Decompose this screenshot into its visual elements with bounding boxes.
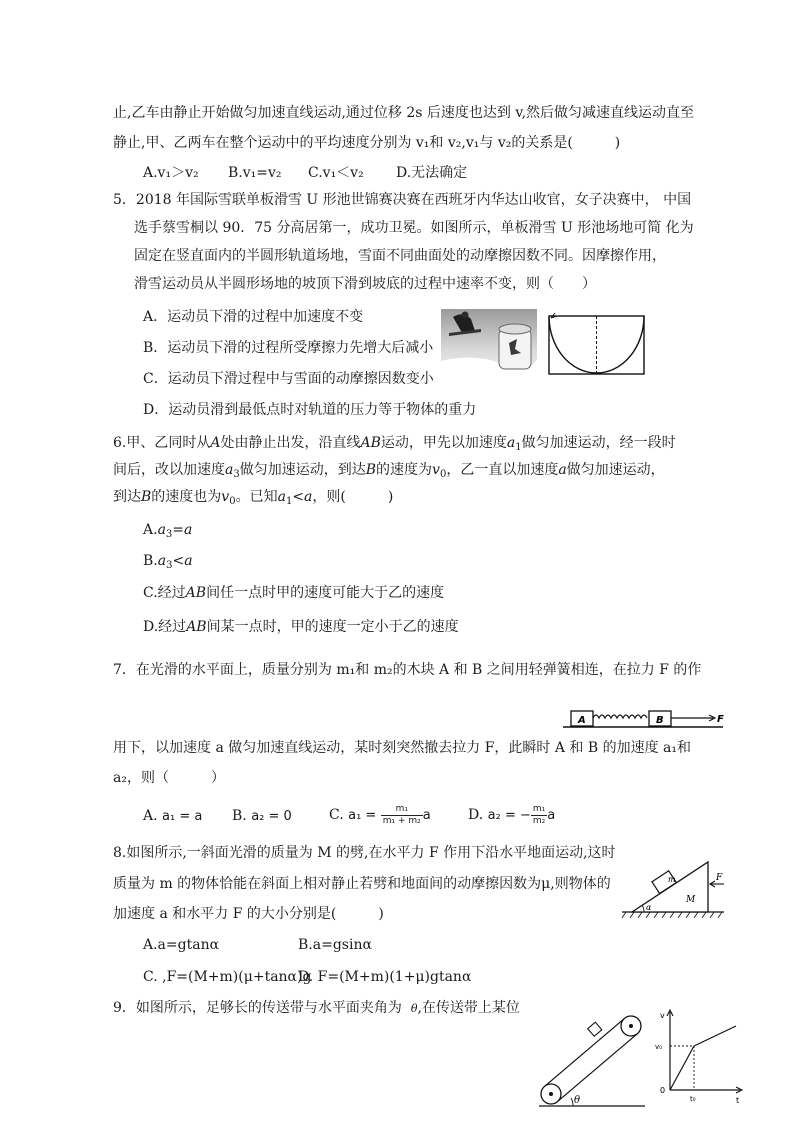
force-f-label: F [716,873,723,883]
q8-line2: 质量为 m 的物体恰能在斜面上相对静止若劈和地面间的动摩擦因数为μ,则物体的 [113,876,611,892]
q4-option-a: A.v₁＞v₂ [143,165,199,181]
q6-option-b: $B.a_3<a$ [143,553,193,571]
q5-option-b: B．运动员下滑的过程所受摩擦力先增大后减小 [143,340,434,356]
q4-option-c: C.v₁＜v₂ [308,165,364,181]
wedge-diagram [620,852,726,920]
block-b-label: B [656,715,664,726]
q6-option-d: D.经过AB间某一点时，甲的速度一定小于乙的速度 [143,619,459,635]
q7-line3: a₂，则（ ） [113,770,225,786]
q5-line4: 滑雪运动员从半圆形场地的坡顶下滑到坡底的过程中速率不变，则（ ） [134,276,596,292]
q7-option-d: D. a₂ = − $\frac{\text{m₁}}{\text{m₂}}$ a [468,803,556,826]
q8-line1: 8.如图所示,一斜面光滑的质量为 M 的劈,在水平力 F 作用下沿水平地面运动,这时 [113,845,616,861]
snowboarder-photo [441,309,537,377]
q6-option-a: $A.a_3=a$ [143,522,193,540]
angle-theta-label: θ [574,1095,581,1106]
q6-line1: 6.甲、乙同时从A处由静止出发，沿直线AB运动，甲先以加速度$a_1$做匀加速运动，经一段时 [113,435,676,453]
q7-line1: 7．在光滑的水平面上，质量分别为 m₁和 m₂的木块 A 和 B 之间用轻弹簧相连，在拉力 F 的作 [113,662,702,678]
angle-alpha-label: α [646,903,652,912]
q6-line3: 到达B的速度也为$v_0$。已知$a_1<a$，则( ) [113,489,394,507]
q4-option-b: B.v₁=v₂ [228,165,282,181]
q8-option-a: A.a=gtanα [143,937,220,953]
q4-option-d: D.无法确定 [396,165,468,181]
axis-v-label: v [660,1011,665,1020]
spring-blocks-diagram [563,705,733,731]
v0-label: v₀ [655,1043,662,1051]
q5-line1: 5．2018 年国际雪联单板滑雪 U 形池世锦赛决赛在西班牙内华达山收官，女子决赛中， 中国 [113,192,692,208]
block-a-label: A [578,715,586,726]
q7-option-c: C. a₁ = $\frac{\text{m₁}}{\text{m₁ + m₂}}$ a [329,803,431,826]
q8-option-d: D. F=(M+m)(1+μ)gtanα [298,969,472,985]
q5-option-d: D．运动员滑到最低点时对轨道的压力等于物体的重力 [143,402,477,418]
velocity-time-graph [650,1008,744,1104]
u-track-diagram [548,313,646,376]
q7-option-b: B. a₂ = 0 [232,808,292,824]
q9-line1: 9．如图所示，足够长的传送带与水平面夹角为 θ,在传送带上某位 [113,1000,520,1016]
q5-option-c: C．运动员下滑过程中与雪面的动摩擦因数变小 [143,371,434,387]
force-f-label: F [717,714,724,725]
q4-line1: 止,乙车由静止开始做匀加速直线运动,通过位移 2s 后速度也达到 v,然后做匀减速直线运动直至 [113,105,695,121]
q5-line3: 固定在竖直面内的半圆形轨道场地，雪面不同曲面处的动摩擦因数不同。因摩擦作用， [134,248,666,264]
q7-line2: 用下，以加速度 a 做匀加速直线运动，某时刻突然撤去拉力 F，此瞬时 A 和 B 的加速度 a₁和 [113,740,692,756]
q8-option-b: B.a=gsinα [298,937,372,953]
t0-label: t₀ [690,1095,696,1103]
q4-line2: 静止,甲、乙两车在整个运动中的平均速度分别为 v₁和 v₂,v₁与 v₂的关系是( ) [113,135,621,151]
q5-option-a: A．运动员下滑的过程中加速度不变 [143,309,364,325]
q8-line3: 加速度 a 和水平力 F 的大小分别是( ) [113,906,384,922]
mass-big-m-label: M [686,895,696,905]
q6-line2: 间后，改以加速度$a_3$做匀加速运动，到达B的速度为$v_0$，乙一直以加速度a做匀加速运动， [113,462,665,480]
q7-option-a: A. a₁ = a [143,808,203,824]
q8-option-c: C. ,F=(M+m)(μ+tanα)g [143,969,312,985]
origin-label: 0 [660,1086,666,1095]
q6-option-c: C.经过AB间任一点时甲的速度可能大于乙的速度 [143,585,445,601]
axis-t-label: t [736,1096,740,1104]
conveyor-diagram [537,1012,647,1108]
mass-m-label: m [668,875,676,884]
q5-line2: 选手蔡雪桐以 90．75 分高居第一，成功卫冕。如图所示，单板滑雪 U 形池场地可简 化为 [134,220,694,236]
